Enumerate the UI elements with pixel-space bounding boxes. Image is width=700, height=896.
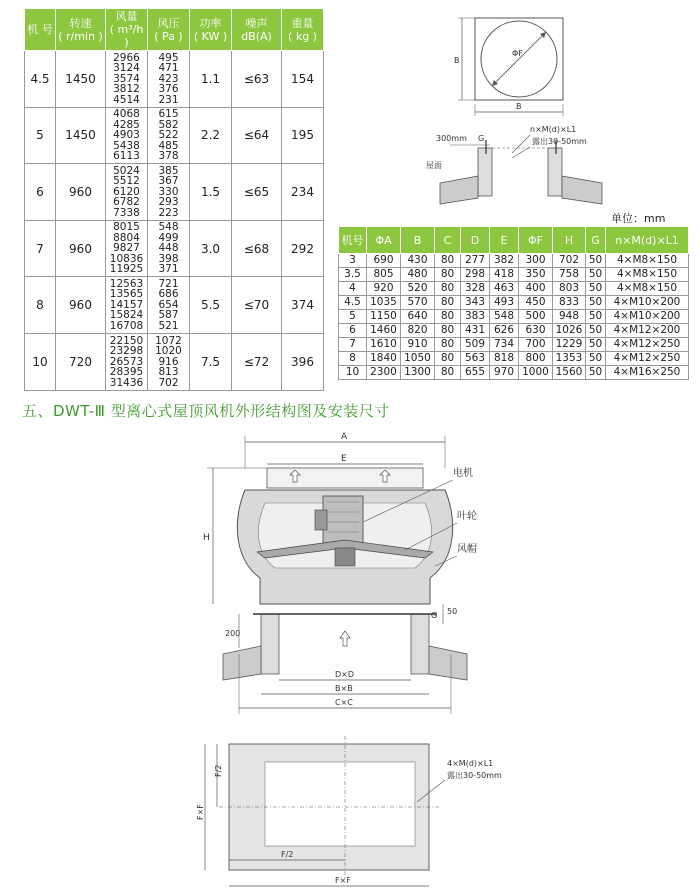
dim-cell: 833 (553, 296, 586, 310)
perf-header-cell: 功率 ( KW ) (190, 9, 232, 51)
dim-cell: 702 (553, 254, 586, 268)
perf-value: 10836 (109, 252, 144, 265)
dim-cell: 655 (461, 366, 490, 380)
dim-cell: 431 (461, 324, 490, 338)
perf-value: 11925 (109, 263, 144, 276)
dim-cell: 350 (519, 268, 553, 282)
dim-cell: 80 (435, 352, 461, 366)
dim-cell: 4×M10×200 (606, 310, 689, 324)
perf-value: 22150 (109, 334, 144, 347)
dim-cell: 690 (367, 254, 401, 268)
dim-cell: 700 (519, 338, 553, 352)
dim-header-cell: n×M(d)×L1 (606, 227, 689, 254)
dim-cell: 920 (367, 282, 401, 296)
dim-cell: 50 (586, 310, 606, 324)
dim-cell: 803 (553, 282, 586, 296)
base-bolt-label: 4×M(d)×L1 (447, 759, 494, 768)
perf-value: 4285 (113, 118, 140, 131)
perf-cell-flow (106, 333, 148, 390)
perf-value: 231 (158, 93, 179, 106)
perf-cell-weight: 396 (282, 333, 324, 390)
perf-value: 4068 (113, 108, 140, 121)
dim-row (339, 268, 689, 282)
perf-cell-no: 8 (25, 277, 56, 334)
perf-value: 6120 (113, 185, 140, 198)
perf-value: 3812 (113, 83, 140, 96)
perf-value: 521 (158, 319, 179, 332)
performance-row (25, 277, 324, 334)
left-roof-slab (440, 176, 478, 204)
performance-row (25, 107, 324, 164)
dim-row (339, 254, 689, 268)
perf-cell-weight: 195 (282, 107, 324, 164)
dim-cell: 1460 (367, 324, 401, 338)
motor-label: 电机 (453, 468, 473, 479)
perf-cell-power: 1.5 (190, 164, 232, 221)
dim-g-label: G (431, 611, 438, 620)
dim-row (339, 282, 689, 296)
dim-cell: 50 (586, 338, 606, 352)
perf-cell-noise: ≤72 (232, 333, 282, 390)
dim-cell: 3 (339, 254, 367, 268)
impeller-label: 叶轮 (457, 511, 477, 522)
dim-row (339, 338, 689, 352)
dim-cell: 1353 (553, 352, 586, 366)
f2-bottom-label: F/2 (281, 850, 294, 859)
perf-cell-flow (106, 277, 148, 334)
perf-value: 485 (158, 139, 179, 152)
perf-cell-no: 10 (25, 333, 56, 390)
section-heading: 五、DWT-Ⅲ 型离心式屋顶风机外形结构图及安装尺寸 (22, 402, 390, 420)
right-base-curb (411, 614, 429, 674)
perf-cell-noise: ≤64 (232, 107, 282, 164)
dim-cell: 805 (367, 268, 401, 282)
dimension-table (338, 226, 689, 380)
performance-row (25, 51, 324, 108)
phi-f-label: ΦF (512, 49, 523, 58)
duct-plan-and-section-diagram (420, 8, 690, 208)
perf-cell-speed: 960 (56, 220, 106, 277)
perf-value: 4903 (113, 129, 140, 142)
perf-cell-no: 5 (25, 107, 56, 164)
dim-cell: 1035 (367, 296, 401, 310)
dim-cell: 563 (461, 352, 490, 366)
dim-200-label: 200 (225, 629, 241, 638)
perf-value: 3124 (113, 62, 140, 75)
perf-header-cell: 机 号 (25, 9, 56, 51)
dim-cell: 480 (401, 268, 435, 282)
dim-cell: 970 (490, 366, 519, 380)
dim-cell: 400 (519, 282, 553, 296)
dim-cell: 4×M10×200 (606, 296, 689, 310)
perf-cell-power: 3.0 (190, 220, 232, 277)
dim-cell: 80 (435, 310, 461, 324)
dim-cell: 328 (461, 282, 490, 296)
dim-cell: 80 (435, 282, 461, 296)
perf-cell-power: 5.5 (190, 277, 232, 334)
dimension-header-row (339, 227, 689, 254)
dim-cell: 4.5 (339, 296, 367, 310)
right-roof-slab (429, 646, 467, 680)
perf-value: 223 (158, 206, 179, 219)
dim-cell: 4 (339, 282, 367, 296)
perf-header-cell: 风量 ( m³/h ) (106, 9, 148, 51)
dim-h-label: H (203, 533, 210, 543)
dim-row (339, 296, 689, 310)
perf-value: 15824 (109, 309, 144, 322)
dim-50-label: 50 (447, 607, 458, 616)
dim-cell: 548 (490, 310, 519, 324)
performance-row (25, 220, 324, 277)
dim-cell: 1000 (519, 366, 553, 380)
dim-cell: 2300 (367, 366, 401, 380)
dim-cell: 1560 (553, 366, 586, 380)
dim-e-label: E (341, 454, 347, 464)
dim-cell: 570 (401, 296, 435, 310)
roof-label: 屋面 (426, 161, 442, 170)
perf-value: 1020 (155, 345, 182, 358)
dim-cell: 493 (490, 296, 519, 310)
dim-cell: 1050 (401, 352, 435, 366)
perf-cell-flow (106, 51, 148, 108)
perf-value: 4514 (113, 93, 140, 106)
g-label: G (478, 134, 485, 143)
perf-cell-flow (106, 220, 148, 277)
dim-cell: 4×M12×200 (606, 324, 689, 338)
perf-cell-speed: 960 (56, 164, 106, 221)
top-cap (267, 468, 423, 488)
perf-cell-flow (106, 164, 148, 221)
perf-value: 378 (158, 150, 179, 163)
perf-value: 548 (158, 221, 179, 234)
perf-value: 654 (158, 298, 179, 311)
perf-value: 916 (158, 355, 179, 368)
perf-value: 293 (158, 196, 179, 209)
dim-cell: 80 (435, 254, 461, 268)
perf-value: 423 (158, 72, 179, 85)
dim-cell: 80 (435, 324, 461, 338)
dim-cell: 630 (519, 324, 553, 338)
perf-value: 448 (158, 242, 179, 255)
dim-cell: 463 (490, 282, 519, 296)
performance-row (25, 333, 324, 390)
perf-header-cell: 重量 ( kg ) (282, 9, 324, 51)
dim-cell: 758 (553, 268, 586, 282)
dim-cell: 383 (461, 310, 490, 324)
dim-cell: 8 (339, 352, 367, 366)
dim-cell: 4×M8×150 (606, 254, 689, 268)
dim-cell: 818 (490, 352, 519, 366)
perf-value: 9827 (113, 242, 140, 255)
fxf-bottom-label: F×F (335, 876, 351, 885)
perf-value: 813 (158, 366, 179, 379)
dim-cell: 418 (490, 268, 519, 282)
perf-cell-power: 7.5 (190, 333, 232, 390)
perf-value: 13565 (109, 288, 144, 301)
dimension-table-body (339, 254, 689, 380)
perf-value: 28395 (109, 366, 144, 379)
perf-cell-pressure (148, 107, 190, 164)
dim-cell: 1026 (553, 324, 586, 338)
perf-value: 398 (158, 252, 179, 265)
dim-cell: 80 (435, 366, 461, 380)
right-curb (548, 148, 562, 196)
perf-cell-noise: ≤63 (232, 51, 282, 108)
bolt-spec-label: n×M(d)×L1 (530, 125, 577, 134)
perf-cell-weight: 234 (282, 164, 324, 221)
perf-cell-speed: 960 (56, 277, 106, 334)
perf-header-cell: 噪声 dB(A) (232, 9, 282, 51)
left-base-curb (261, 614, 279, 674)
perf-cell-pressure (148, 333, 190, 390)
dim-cell: 1229 (553, 338, 586, 352)
perf-value: 587 (158, 309, 179, 322)
perf-value: 499 (158, 231, 179, 244)
dim-row (339, 310, 689, 324)
perf-cell-weight: 374 (282, 277, 324, 334)
perf-cell-speed: 1450 (56, 107, 106, 164)
perf-cell-speed: 1450 (56, 51, 106, 108)
perf-value: 5512 (113, 175, 140, 188)
perf-value: 26573 (109, 355, 144, 368)
dim-cell: 300 (519, 254, 553, 268)
dim-cell: 4×M12×250 (606, 352, 689, 366)
perf-value: 385 (158, 164, 179, 177)
dim-cell: 298 (461, 268, 490, 282)
dim-cell: 910 (401, 338, 435, 352)
dim-cell: 948 (553, 310, 586, 324)
perf-cell-power: 1.1 (190, 51, 232, 108)
dim-header-cell: D (461, 227, 490, 254)
dim-cell: 1610 (367, 338, 401, 352)
dim-cell: 50 (586, 366, 606, 380)
dim-cell: 4×M16×250 (606, 366, 689, 380)
dim-cell: 80 (435, 268, 461, 282)
perf-value: 371 (158, 263, 179, 276)
perf-cell-power: 2.2 (190, 107, 232, 164)
perf-value: 495 (158, 51, 179, 64)
air-inlet-arrow (340, 631, 350, 646)
perf-value: 16708 (109, 319, 144, 332)
dim-cell: 5 (339, 310, 367, 324)
perf-cell-flow (106, 107, 148, 164)
perf-cell-weight: 292 (282, 220, 324, 277)
dim-header-cell: B (401, 227, 435, 254)
perf-cell-speed: 720 (56, 333, 106, 390)
perf-value: 376 (158, 83, 179, 96)
performance-header-row (25, 9, 324, 51)
dim-cell: 430 (401, 254, 435, 268)
perf-cell-noise: ≤68 (232, 220, 282, 277)
dim-row (339, 352, 689, 366)
dim-cell: 1840 (367, 352, 401, 366)
dim-cell: 50 (586, 268, 606, 282)
perf-cell-noise: ≤65 (232, 164, 282, 221)
perf-header-cell: 转速 ( r/min ) (56, 9, 106, 51)
b-side-label: B (454, 56, 460, 65)
perf-cell-pressure (148, 164, 190, 221)
dim-cell: 50 (586, 352, 606, 366)
dim-cell: 50 (586, 282, 606, 296)
dim-header-cell: G (586, 227, 606, 254)
dim-cell: 80 (435, 338, 461, 352)
expose-label: 露出30-50mm (532, 137, 587, 146)
height-300-label: 300mm (436, 134, 467, 143)
hood-label: 风帽 (457, 544, 477, 555)
dim-cell: 4×M8×150 (606, 282, 689, 296)
perf-value: 12563 (109, 277, 144, 290)
dim-cell: 1150 (367, 310, 401, 324)
perf-cell-pressure (148, 51, 190, 108)
dim-cell: 800 (519, 352, 553, 366)
dim-cell: 6 (339, 324, 367, 338)
perf-value: 23298 (109, 345, 144, 358)
dim-cell: 4×M12×250 (606, 338, 689, 352)
dim-header-cell: H (553, 227, 586, 254)
performance-row (25, 164, 324, 221)
left-roof-slab (223, 646, 261, 680)
base-expose-label: 露出30-50mm (447, 771, 502, 780)
dim-row (339, 366, 689, 380)
perf-value: 8015 (113, 221, 140, 234)
perf-cell-no: 7 (25, 220, 56, 277)
dim-cell: 3.5 (339, 268, 367, 282)
dim-header-cell: E (490, 227, 519, 254)
performance-table (24, 8, 324, 391)
dim-cell: 50 (586, 296, 606, 310)
dim-cell: 820 (401, 324, 435, 338)
perf-cell-no: 6 (25, 164, 56, 221)
dim-cell: 509 (461, 338, 490, 352)
dim-header-cell: ΦA (367, 227, 401, 254)
perf-value: 7338 (113, 206, 140, 219)
fxf-side-label: F×F (196, 804, 205, 820)
perf-header-cell: 风压 ( Pa ) (148, 9, 190, 51)
unit-label: 单位：mm (611, 212, 666, 225)
dim-cell: 80 (435, 296, 461, 310)
b-bottom-label: B (516, 102, 522, 111)
dim-cell: 343 (461, 296, 490, 310)
dim-cxc-label: C×C (335, 698, 353, 707)
dim-header-cell: 机号 (339, 227, 367, 254)
f2-side-label: F/2 (214, 764, 223, 777)
perf-value: 5024 (113, 164, 140, 177)
perf-value: 5438 (113, 139, 140, 152)
perf-value: 582 (158, 118, 179, 131)
perf-value: 471 (158, 62, 179, 75)
perf-value: 31436 (109, 376, 144, 389)
base-inner (265, 762, 415, 846)
perf-value: 721 (158, 277, 179, 290)
perf-value: 702 (158, 376, 179, 389)
dim-cell: 520 (401, 282, 435, 296)
dim-cell: 7 (339, 338, 367, 352)
dim-cell: 277 (461, 254, 490, 268)
dim-cell: 734 (490, 338, 519, 352)
perf-cell-weight: 154 (282, 51, 324, 108)
dim-cell: 500 (519, 310, 553, 324)
dim-a-label: A (341, 432, 348, 442)
perf-value: 367 (158, 175, 179, 188)
perf-value: 6113 (113, 150, 140, 163)
perf-value: 522 (158, 129, 179, 142)
left-curb (478, 148, 492, 196)
dim-header-cell: ΦF (519, 227, 553, 254)
perf-value: 615 (158, 108, 179, 121)
perf-cell-noise: ≤70 (232, 277, 282, 334)
dim-row (339, 324, 689, 338)
fan-elevation-drawing (195, 428, 515, 723)
perf-cell-pressure (148, 277, 190, 334)
dim-bxb-label: B×B (335, 684, 353, 693)
performance-table-body (25, 51, 324, 391)
perf-value: 3574 (113, 72, 140, 85)
dim-cell: 640 (401, 310, 435, 324)
perf-value: 1072 (155, 334, 182, 347)
right-roof-slab (562, 176, 602, 204)
perf-cell-no: 4.5 (25, 51, 56, 108)
dim-cell: 382 (490, 254, 519, 268)
perf-value: 6782 (113, 196, 140, 209)
perf-value: 686 (158, 288, 179, 301)
dim-dxd-label: D×D (335, 670, 355, 679)
perf-cell-pressure (148, 220, 190, 277)
dim-cell: 4×M8×150 (606, 268, 689, 282)
dim-cell: 10 (339, 366, 367, 380)
perf-value: 14157 (109, 298, 144, 311)
base-plan-drawing (195, 732, 535, 894)
dim-cell: 50 (586, 324, 606, 338)
dim-cell: 1300 (401, 366, 435, 380)
dim-header-cell: C (435, 227, 461, 254)
dim-cell: 626 (490, 324, 519, 338)
perf-value: 8804 (113, 231, 140, 244)
dim-cell: 50 (586, 254, 606, 268)
perf-value: 2966 (113, 51, 140, 64)
dim-cell: 450 (519, 296, 553, 310)
perf-value: 330 (158, 185, 179, 198)
